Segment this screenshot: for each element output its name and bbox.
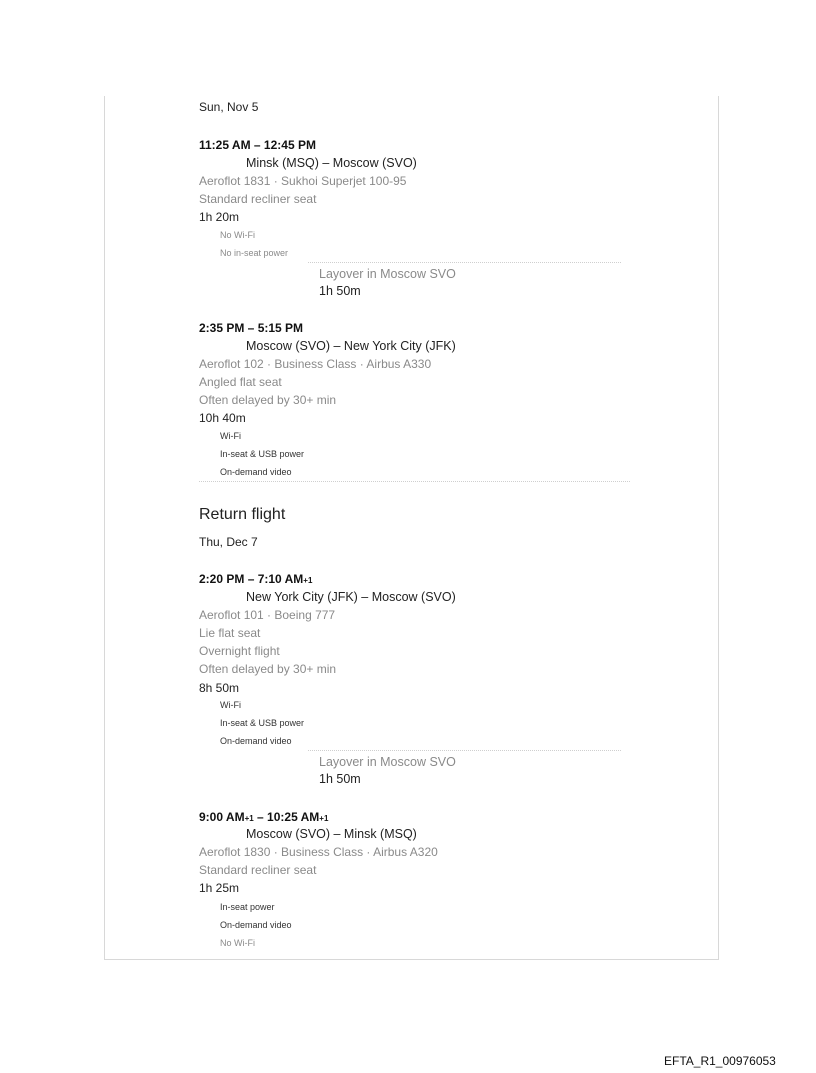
document-id: EFTA_R1_00976053 <box>664 1054 776 1068</box>
amenity-wifi: Wi-Fi <box>220 700 241 710</box>
layover-label: Layover in Moscow SVO <box>319 267 456 281</box>
amenity-power: In-seat power <box>220 902 275 912</box>
layover-divider <box>308 750 621 751</box>
leg-flight: Aeroflot 1830 · Business Class · Airbus A320 <box>199 845 438 859</box>
leg-flight: Aeroflot 102 · Business Class · Airbus A330 <box>199 357 432 371</box>
leg-flight: Aeroflot 1831 · Sukhoi Superjet 100-95 <box>199 174 407 188</box>
leg-delay-note: Often delayed by 30+ min <box>199 393 337 407</box>
leg-seat: Standard recliner seat <box>199 863 317 877</box>
leg-duration: 10h 40m <box>199 411 246 425</box>
leg-route: Minsk (MSQ) – Moscow (SVO) <box>246 156 417 170</box>
layover-label: Layover in Moscow SVO <box>319 755 456 769</box>
outbound-date: Sun, Nov 5 <box>199 100 259 114</box>
leg-flight: Aeroflot 101 · Boeing 777 <box>199 608 336 622</box>
leg-times: 11:25 AM – 12:45 PM <box>199 138 316 152</box>
leg-delay-note: Often delayed by 30+ min <box>199 662 337 676</box>
leg-overnight-note: Overnight flight <box>199 644 280 658</box>
amenity-no-wifi: No Wi-Fi <box>220 230 255 240</box>
leg-route: Moscow (SVO) – Minsk (MSQ) <box>246 827 417 841</box>
amenity-video: On-demand video <box>220 736 292 746</box>
section-divider <box>199 481 630 482</box>
amenity-power: In-seat & USB power <box>220 718 305 728</box>
return-heading: Return flight <box>199 506 286 523</box>
amenity-video: On-demand video <box>220 920 292 930</box>
leg-times: 2:20 PM – 7:10 AM+1 <box>199 572 313 586</box>
amenity-wifi: Wi-Fi <box>220 431 241 441</box>
leg-route: New York City (JFK) – Moscow (SVO) <box>246 590 456 604</box>
leg-duration: 1h 20m <box>199 210 240 224</box>
layover-duration: 1h 50m <box>319 284 361 298</box>
layover-duration: 1h 50m <box>319 772 361 786</box>
amenity-no-power: No in-seat power <box>220 248 289 258</box>
return-date: Thu, Dec 7 <box>199 535 258 549</box>
amenity-power: In-seat & USB power <box>220 449 305 459</box>
leg-seat: Lie flat seat <box>199 626 261 640</box>
leg-duration: 1h 25m <box>199 881 240 895</box>
leg-duration: 8h 50m <box>199 681 240 695</box>
layover-divider <box>308 262 621 263</box>
leg-times: 9:00 AM+1 – 10:25 AM+1 <box>199 810 329 824</box>
leg-route: Moscow (SVO) – New York City (JFK) <box>246 339 456 353</box>
leg-seat: Angled flat seat <box>199 375 282 389</box>
amenity-video: On-demand video <box>220 467 292 477</box>
leg-seat: Standard recliner seat <box>199 192 317 206</box>
amenity-no-wifi: No Wi-Fi <box>220 938 255 948</box>
leg-times: 2:35 PM – 5:15 PM <box>199 321 304 335</box>
